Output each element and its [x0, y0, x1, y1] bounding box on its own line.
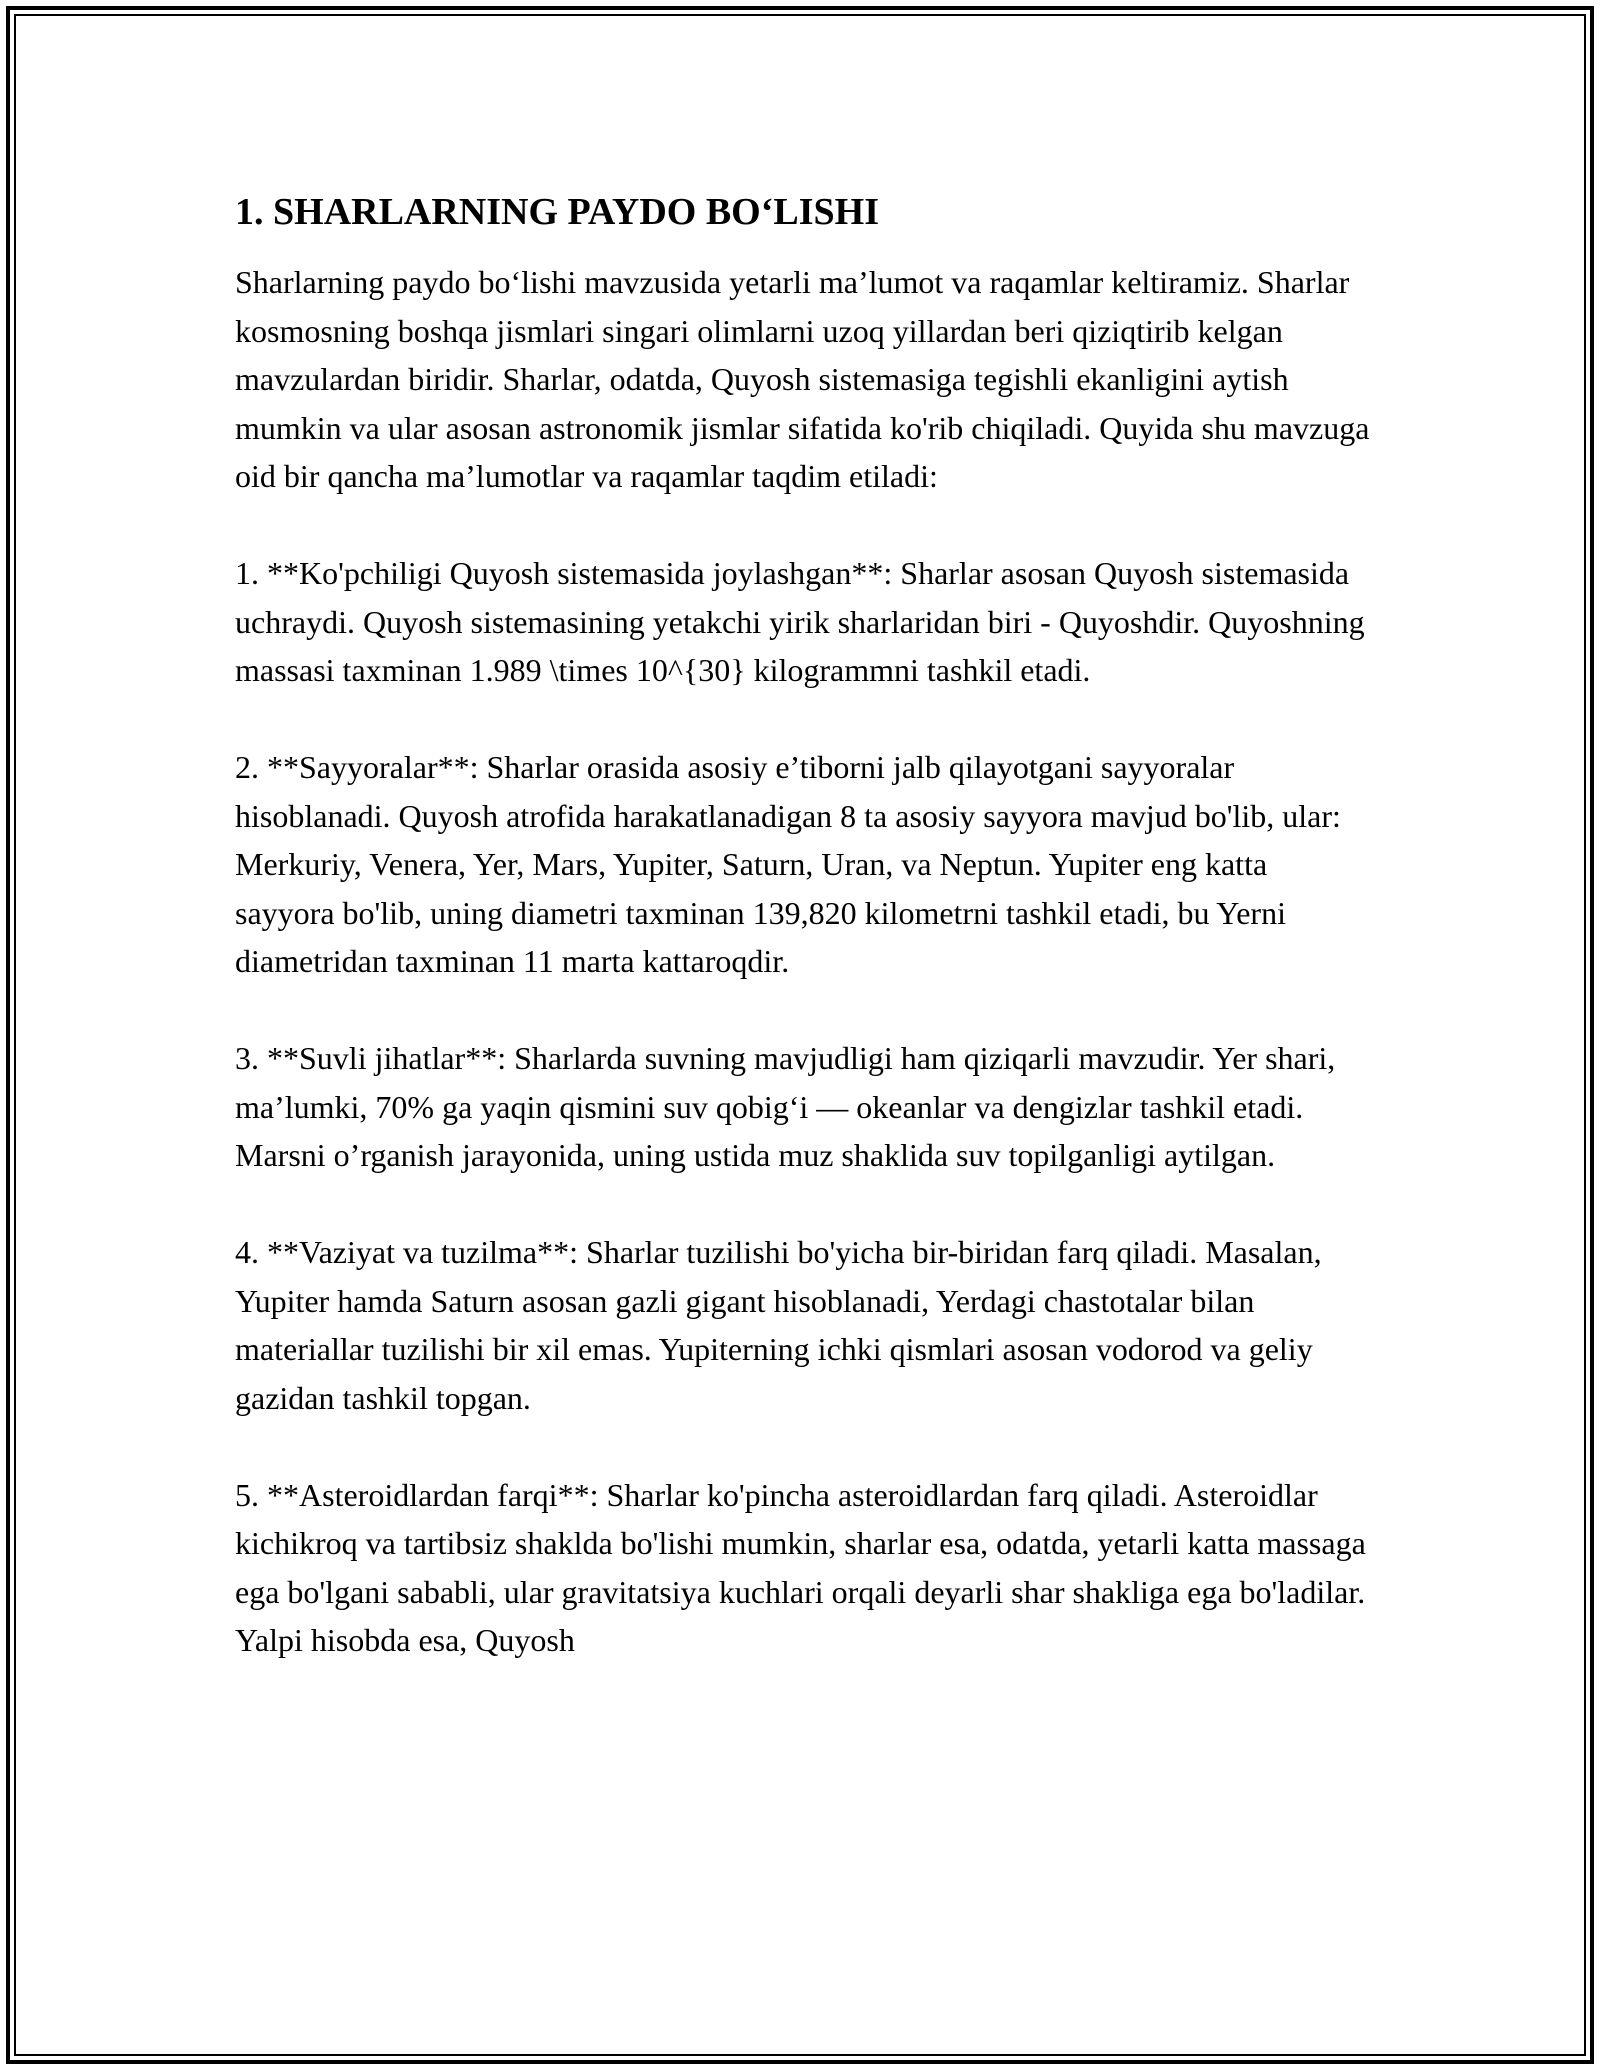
document-body: [235, 186, 1370, 1665]
page-title: 1. SHARLARNING PAYDO BO‘LISHI: [235, 191, 879, 233]
intro-paragraph: Sharlarning paydo bo‘lishi mavzusida yetarli ma’lumot va raqamlar keltiramiz. Sharlar kosmosning boshqa jismlari singari olimlarni uzoq yillardan beri qiziqtirib kelgan mavzulardan biridir. Sharlar, odatda, Quyosh sistemasiga tegishli ekanligini aytish mumkin va ular asosan astronomik jismlar sifatida ko'rib chiqiladi. Quyida shu mavzuga oid bir qancha ma’lumotlar va raqamlar taqdim etiladi:: [235, 264, 1370, 494]
list-item-1: 1. **Ko'pchiligi Quyosh sistemasida joylashgan**: Sharlar asosan Quyosh sistemasida uchraydi. Quyosh sistemasining yetakchi yirik sharlaridan biri - Quyoshdir. Quyoshning massasi taxminan 1.989 \times 10^{30} kilogrammni tashkil etadi.: [235, 555, 1365, 688]
list-item-3: 3. **Suvli jihatlar**: Sharlarda suvning mavjudligi ham qiziqarli mavzudir. Yer shari, ma’lumki, 70% ga yaqin qismini suv qobig‘i — okeanlar va dengizlar tashkil etadi. Marsni o’rganish jarayonida, uning ustida muz shaklida suv topilganligi aytilgan.: [235, 1040, 1336, 1173]
list-item-5: 5. **Asteroidlardan farqi**: Sharlar ko'pincha asteroidlardan farq qiladi. Asteroidlar kichikroq va tartibsiz shaklda bo'lishi mumkin, sharlar esa, odatda, yetarli katta massaga ega bo'lgani sababli, ular gravitatsiya kuchlari orqali deyarli shar shakliga ega bo'ladilar. Yalpi hisobda esa, Quyosh: [235, 1476, 1366, 1658]
list-item-4: 4. **Vaziyat va tuzilma**: Sharlar tuzilishi bo'yicha bir-biridan farq qiladi. Masalan, Yupiter hamda Saturn asosan gazli gigant hisoblanadi, Yerdagi chastotalar bilan materiallar tuzilishi bir xil emas. Yupiterning ichki qismlari asosan vodorod va geliy gazidan tashkil topgan.: [235, 1234, 1322, 1416]
list-item-2: 2. **Sayyoralar**: Sharlar orasida asosiy e’tiborni jalb qilayotgani sayyoralar hisoblanadi. Quyosh atrofida harakatlanadigan 8 ta asosiy sayyora mavjud bo'lib, ular: Merkuriy, Venera, Yer, Mars, Yupiter, Saturn, Uran, va Neptun. Yupiter eng katta sayyora bo'lib, uning diametri taxminan 139,820 kilometrni tashkil etadi, bu Yerni diametridan taxminan 11 marta kattaroqdir.: [235, 749, 1341, 979]
